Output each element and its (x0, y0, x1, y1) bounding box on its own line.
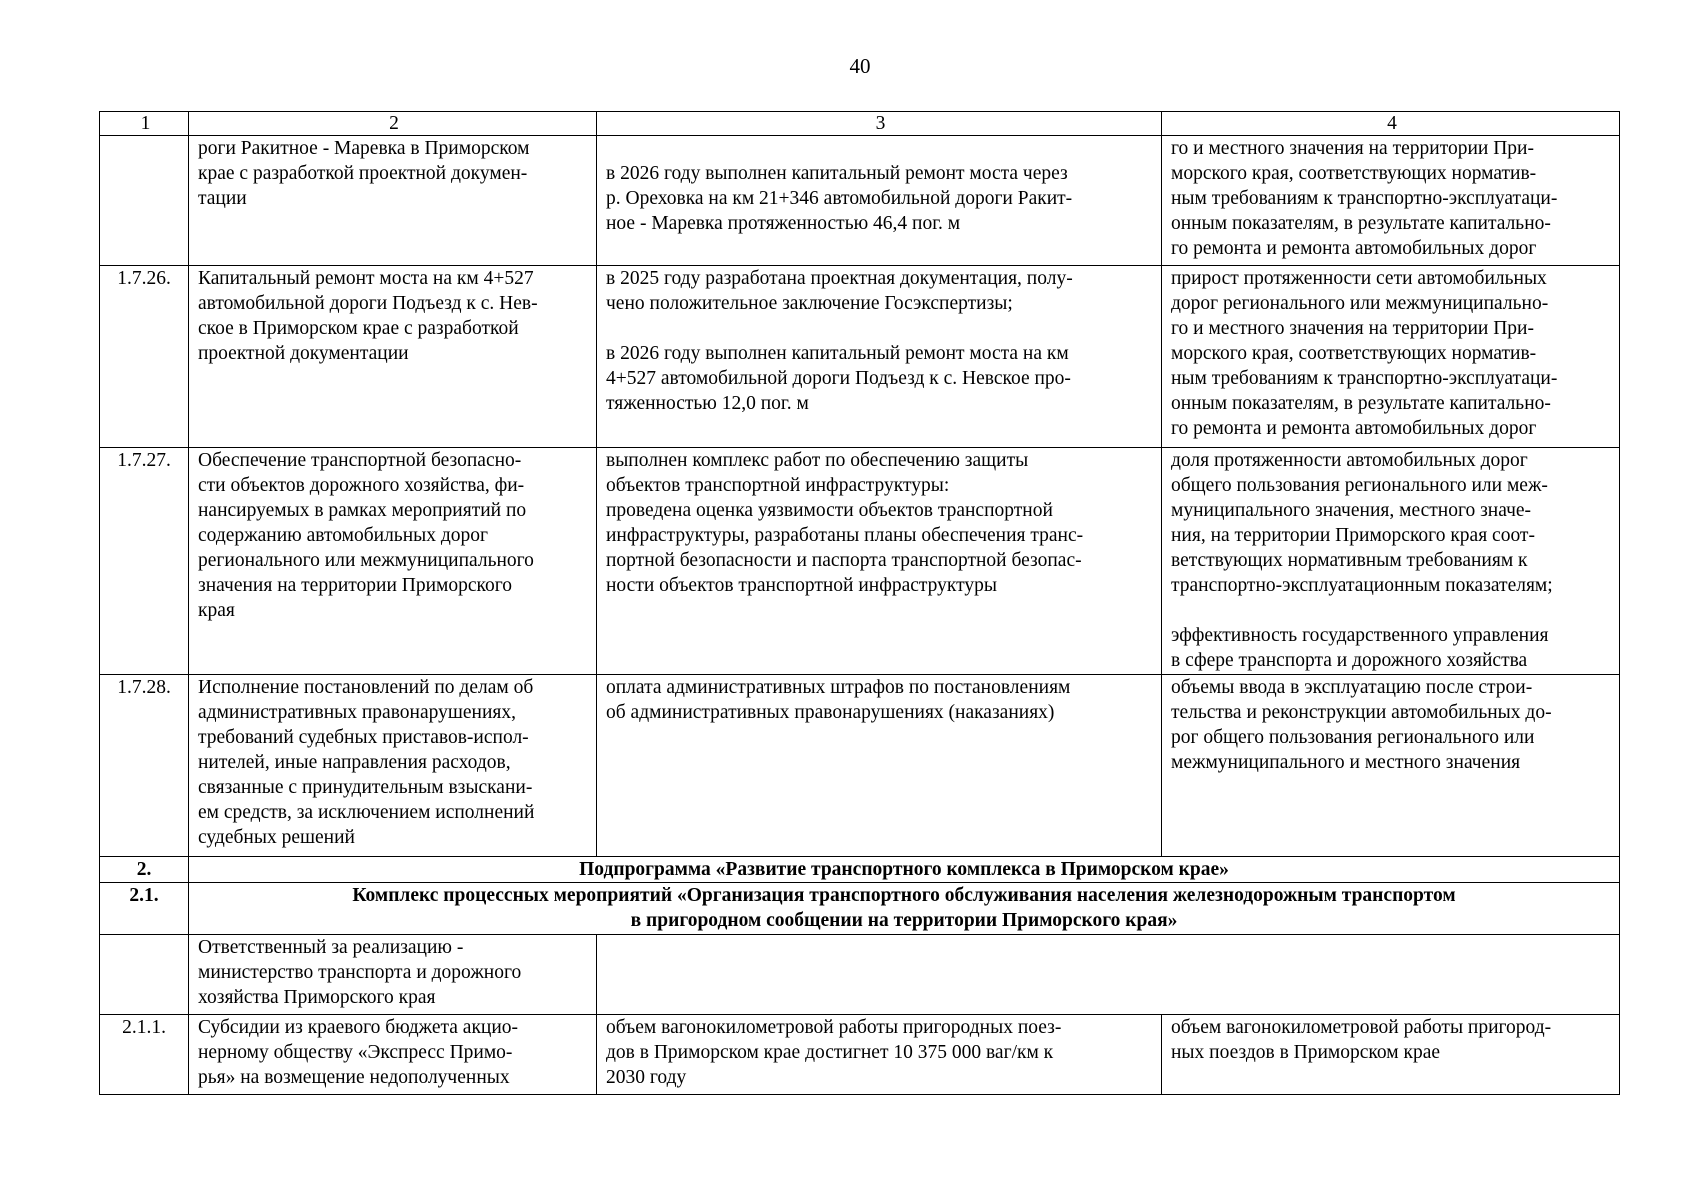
measure-result: в 2025 году разработана проектная документация, полу- чено положительное заключение Госэкспертизы; в 2026 году выполнен капитальный ремонт моста на км 4+527 автомобильной дороги Подъезд к с. Невское про- тяженностью 12,0 пог. м (597, 266, 1162, 448)
responsible-row (100, 935, 1620, 1015)
measure-result: объем вагонокилометровой работы пригородных поез- дов в Приморском крае достигнет 10 375 000 ваг/км к 2030 году (597, 1015, 1162, 1095)
measure-result: выполнен комплекс работ по обеспечению защиты объектов транспортной инфраструктуры: проведена оценка уязвимости объектов транспортной инфраструктуры, разработаны планы обеспечения транс- портной безопасности и паспорта транспортной безопас- ности объектов транспортной инфраструктуры (597, 448, 1162, 675)
measure-result: в 2026 году выполнен капитальный ремонт моста через р. Ореховка на км 21+346 автомобильной дороги Ракит- ное - Маревка протяженностью 46,4 пог. м (597, 136, 1162, 266)
subprogram-title: Подпрограмма «Развитие транспортного комплекса в Приморском крае» (189, 857, 1620, 883)
measure-result: оплата административных штрафов по постановлениям об административных правонарушениях (наказаниях) (597, 675, 1162, 857)
measure-name: Исполнение постановлений по делам об административных правонарушениях, требований судебных приставов-испол- нителей, иные направления расходов, связанные с принудительным взыскани- ем средств, за исключением исполнений судебных решений (189, 675, 597, 857)
process-complex-row (100, 883, 1620, 935)
row-number: 1.7.26. (100, 266, 189, 448)
table-row (100, 1015, 1620, 1095)
measure-indicator: доля протяженности автомобильных дорог общего пользования регионального или меж- муниципального значения, местного значе- ния, на территории Приморского края соот- ветствующих нормативным требованиям к транспортно-эксплуатационным показателям; эффективность государственного управления в сфере транспорта и дорожного хозяйства (1162, 448, 1620, 675)
column-header-1: 1 (100, 112, 189, 136)
measure-indicator: прирост протяженности сети автомобильных дорог регионального или межмуниципально- го и местного значения на территории При- морского края, соответствующих норматив- ным требованиям к транспортно-эксплуатаци- онным показателям, в результате капитально- го ремонта и ремонта автомобильных дорог (1162, 266, 1620, 448)
section-number: 2.1. (100, 883, 189, 935)
process-complex-title: Комплекс процессных мероприятий «Организация транспортного обслуживания населения железнодорожным транспортом в пригородном сообщении на территории Приморского края» (189, 883, 1620, 935)
row-number (100, 935, 189, 1015)
column-header-3: 3 (597, 112, 1162, 136)
row-number: 2.1.1. (100, 1015, 189, 1095)
table-row (100, 136, 1620, 266)
subprogram-row (100, 857, 1620, 883)
row-number: 1.7.28. (100, 675, 189, 857)
measures-table (99, 111, 1620, 1095)
measure-name: Субсидии из краевого бюджета акцио- нерному обществу «Экспресс Примо- рья» на возмещение недополученных (189, 1015, 597, 1095)
measure-indicator: объем вагонокилометровой работы пригород- ных поездов в Приморском крае (1162, 1015, 1620, 1095)
section-number: 2. (100, 857, 189, 883)
measure-indicator: объемы ввода в эксплуатацию после строи- тельства и реконструкции автомобильных до- рог общего пользования регионального или межмуниципального и местного значения (1162, 675, 1620, 857)
header-row (100, 112, 1620, 136)
measure-indicator: го и местного значения на территории При- морского края, соответствующих норматив- ным требованиям к транспортно-эксплуатаци- онным показателям, в результате капитально- го ремонта и ремонта автомобильных дорог (1162, 136, 1620, 266)
measure-name: Капитальный ремонт моста на км 4+527 автомобильной дороги Подъезд к с. Нев- ское в Приморском крае с разработкой проектной документации (189, 266, 597, 448)
page-number: 40 (849, 54, 871, 78)
column-header-2: 2 (189, 112, 597, 136)
row-number: 1.7.27. (100, 448, 189, 675)
measure-name: Обеспечение транспортной безопасно- сти объектов дорожного хозяйства, фи- нансируемых в рамках мероприятий по содержанию автомобильных дорог регионального или межмуниципального значения на территории Приморского края (189, 448, 597, 675)
table-row (100, 675, 1620, 857)
measure-name: роги Ракитное - Маревка в Приморском крае с разработкой проектной докумен- тации (189, 136, 597, 266)
column-header-4: 4 (1162, 112, 1620, 136)
empty-cell (597, 935, 1620, 1015)
table-row (100, 448, 1620, 675)
responsible-text: Ответственный за реализацию - министерство транспорта и дорожного хозяйства Приморского края (189, 935, 597, 1015)
table-row (100, 266, 1620, 448)
row-number (100, 136, 189, 266)
